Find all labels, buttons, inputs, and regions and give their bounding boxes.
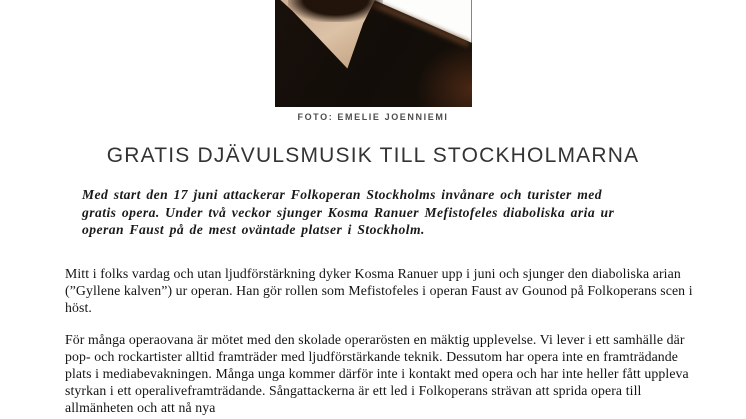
- article-paragraph-2: För många operaovana är mötet med den skolade operarösten en mäktig upplevelse. Vi lever i ett samhälle där pop- och rockartister alltid framträder med ljudförstärkande teknik. Dessutom har opera inte en framträdande plats i mediabevakningen. Många unga kommer därför inte i kontakt med opera och har inte heller fått uppleva styrkan i ett operaliveframträdande. Sångattackerna är ett led i Folkoperans strävan att sprida opera till allmänheten och att nå nya: [65, 331, 689, 415]
- article-lead: Med start den 17 juni attackerar Folkoperan Stockholms invånare och turister med gratis opera. Under två veckor sjunger Kosma Ranuer Mefistofeles diaboliska aria ur operan Faust på de mest oväntade platser i Stockholm.: [82, 187, 615, 237]
- photo-caption: FOTO: EMELIE JOENNIEMI: [297, 112, 449, 122]
- photo-warm-tint: [416, 43, 471, 107]
- portrait-photo: [275, 0, 472, 107]
- photo-beard-region: [288, 0, 383, 22]
- article-paragraph-1: Mitt i folks vardag och utan ljudförstärkning dyker Kosma Ranuer upp i juni och sjunger den diaboliska arian (”Gyllene kalven”) ur operan. Han gör rollen som Mefistofeles i operan Faust av Gounod på Folkoperans scen i höst.: [65, 265, 693, 315]
- article-headline: GRATIS DJÄVULSMUSIK TILL STOCKHOLMARNA: [106, 144, 640, 167]
